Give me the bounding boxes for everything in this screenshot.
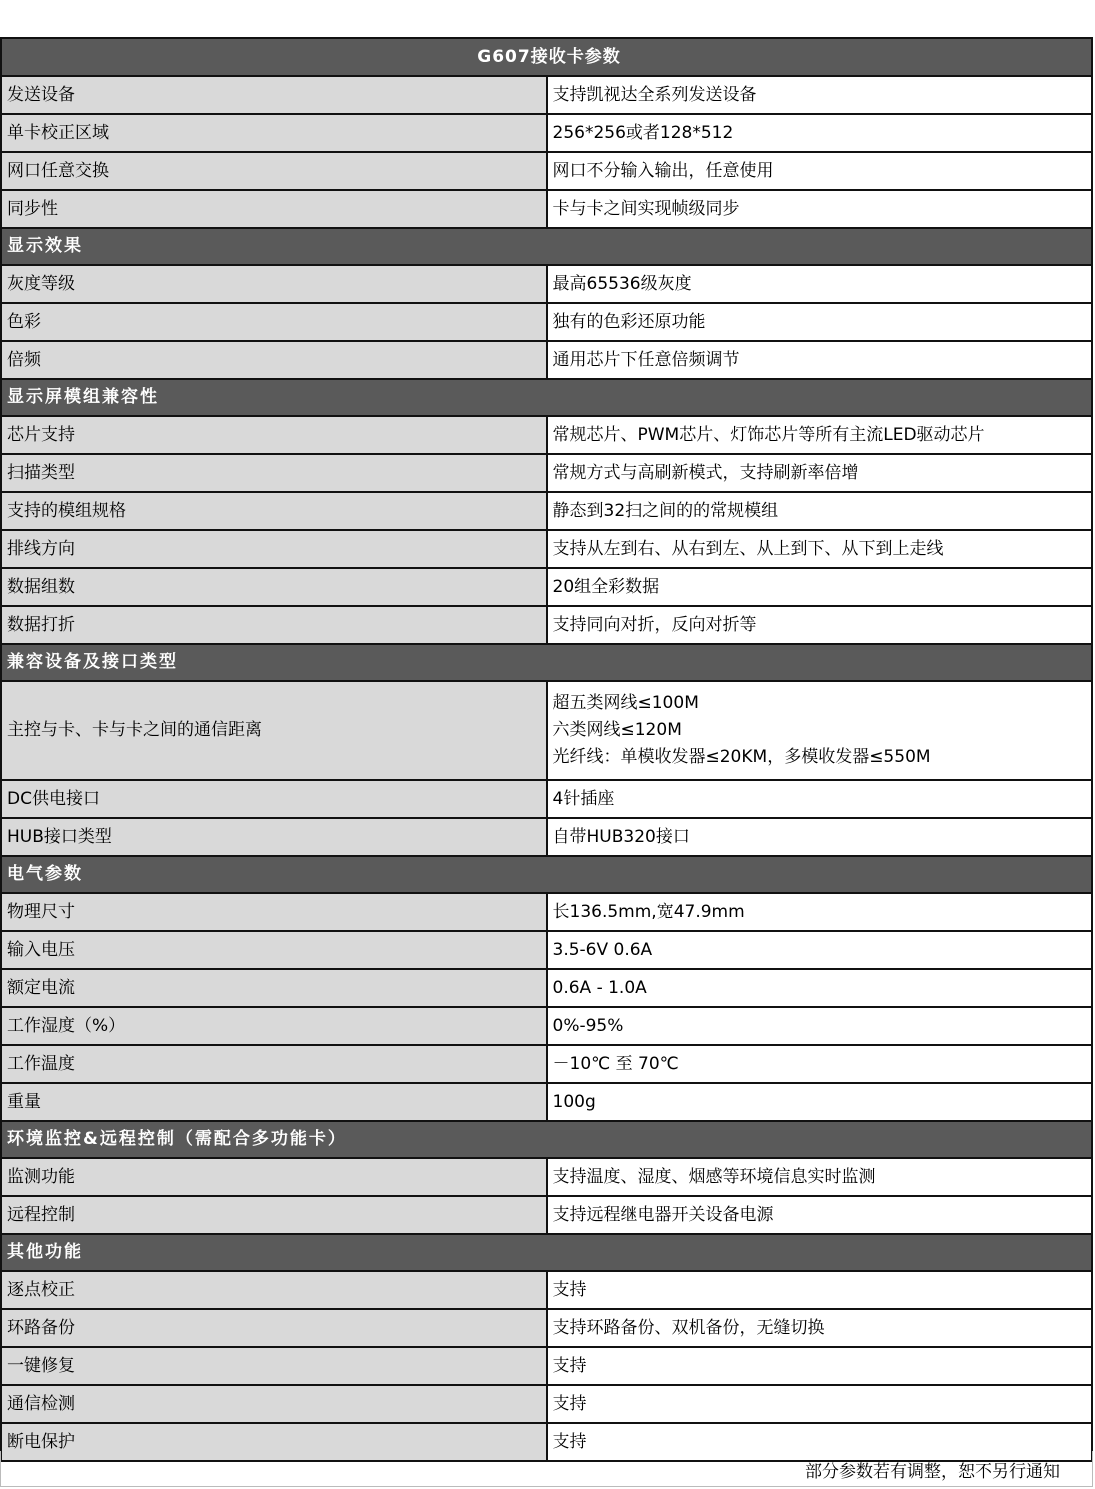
param-label: 色彩 <box>1 303 547 341</box>
table-title: G607接收卡参数 <box>1 38 1092 76</box>
param-value-line: 超五类网线≤100M <box>552 693 699 713</box>
table-row <box>1 1045 1092 1083</box>
table-row <box>1 681 1092 780</box>
param-value-line: 卡与卡之间实现帧级同步 <box>552 198 740 219</box>
param-value <box>547 1007 1093 1045</box>
param-label: 芯片支持 <box>1 416 547 454</box>
table-row <box>1 1309 1092 1347</box>
param-value <box>547 1271 1093 1309</box>
param-value-line: 独有的色彩还原功能 <box>552 311 706 332</box>
param-label: 数据组数 <box>1 568 547 606</box>
section-header: 环境监控&远程控制（需配合多功能卡） <box>1 1121 1092 1158</box>
table-row <box>1 818 1092 856</box>
table-row <box>1 780 1092 818</box>
param-value-line: 通用芯片下任意倍频调节 <box>552 349 740 370</box>
param-value <box>547 931 1093 969</box>
table-row <box>1 1347 1092 1385</box>
param-value-line: 六类网线≤120M <box>552 720 682 740</box>
title-row <box>1 38 1092 76</box>
section-header: 电气参数 <box>1 856 1092 893</box>
param-label: 同步性 <box>1 190 547 228</box>
param-value-line: 256*256或者128*512 <box>552 122 734 143</box>
param-value <box>547 818 1093 856</box>
param-value-line: 静态到32扫之间的的常规模组 <box>552 500 779 521</box>
param-value-line: 3.5-6V 0.6A <box>552 939 653 960</box>
footer-note <box>0 1451 1093 1487</box>
param-value-line: 支持 <box>552 1393 587 1414</box>
param-value <box>547 1196 1093 1234</box>
param-label: 发送设备 <box>1 76 547 114</box>
param-label: 数据打折 <box>1 606 547 644</box>
param-value <box>547 530 1093 568</box>
section-header: 显示屏模组兼容性 <box>1 379 1092 416</box>
param-value <box>547 681 1093 780</box>
param-label: HUB接口类型 <box>1 818 547 856</box>
param-value-line: 最高65536级灰度 <box>552 273 692 294</box>
param-value <box>547 492 1093 530</box>
section-header-row <box>1 644 1092 681</box>
param-label: 支持的模组规格 <box>1 492 547 530</box>
section-header: 兼容设备及接口类型 <box>1 644 1092 681</box>
param-value <box>547 76 1093 114</box>
param-label: 网口任意交换 <box>1 152 547 190</box>
param-value <box>547 454 1093 492</box>
param-value <box>547 1158 1093 1196</box>
param-label: 主控与卡、卡与卡之间的通信距离 <box>1 681 547 780</box>
param-value-line: 长136.5mm,宽47.9mm <box>552 901 745 922</box>
param-label: 单卡校正区域 <box>1 114 547 152</box>
table-row <box>1 265 1092 303</box>
section-header-row <box>1 228 1092 265</box>
table-row <box>1 606 1092 644</box>
param-label: 一键修复 <box>1 1347 547 1385</box>
param-value-line: 支持环路备份、双机备份，无缝切换 <box>552 1317 825 1338</box>
param-value-line: 20组全彩数据 <box>552 576 660 597</box>
param-value-line: 4针插座 <box>552 788 615 809</box>
table-row <box>1 1271 1092 1309</box>
param-label: DC供电接口 <box>1 780 547 818</box>
param-value-line: 支持 <box>552 1355 587 1376</box>
spec-table-body <box>1 38 1092 1461</box>
param-label: 工作湿度（%） <box>1 1007 547 1045</box>
param-label: 排线方向 <box>1 530 547 568</box>
param-value-line: 支持同向对折，反向对折等 <box>552 614 757 635</box>
param-value-line: 支持远程继电器开关设备电源 <box>552 1204 774 1225</box>
param-value <box>547 780 1093 818</box>
param-value <box>547 1347 1093 1385</box>
param-value-line: 0%-95% <box>552 1015 624 1036</box>
table-row <box>1 1007 1092 1045</box>
param-label: 物理尺寸 <box>1 893 547 931</box>
param-value-line: －10℃ 至 70℃ <box>552 1053 679 1074</box>
table-row <box>1 454 1092 492</box>
param-value-line: 光纤线：单模收发器≤20KM，多模收发器≤550M <box>552 747 931 767</box>
param-label: 监测功能 <box>1 1158 547 1196</box>
param-value-line: 支持 <box>552 1279 587 1300</box>
param-value <box>547 416 1093 454</box>
table-row <box>1 1385 1092 1423</box>
spec-table <box>0 37 1093 1462</box>
table-row <box>1 341 1092 379</box>
param-label: 通信检测 <box>1 1385 547 1423</box>
table-row <box>1 303 1092 341</box>
param-value <box>547 190 1093 228</box>
table-row <box>1 530 1092 568</box>
param-value <box>547 1309 1093 1347</box>
param-value-line: 网口不分输入输出，任意使用 <box>552 160 774 181</box>
param-value <box>547 1045 1093 1083</box>
param-label: 倍频 <box>1 341 547 379</box>
param-label: 输入电压 <box>1 931 547 969</box>
param-value <box>547 152 1093 190</box>
table-row <box>1 76 1092 114</box>
param-value <box>547 969 1093 1007</box>
param-label: 重量 <box>1 1083 547 1121</box>
table-row <box>1 931 1092 969</box>
param-value <box>547 341 1093 379</box>
table-row <box>1 492 1092 530</box>
section-header-row <box>1 1121 1092 1158</box>
param-value-line: 支持温度、湿度、烟感等环境信息实时监测 <box>552 1166 876 1187</box>
param-value-line: 常规芯片、PWM芯片、灯饰芯片等所有主流LED驱动芯片 <box>552 424 985 445</box>
table-row <box>1 1158 1092 1196</box>
param-value <box>547 1083 1093 1121</box>
param-value <box>547 606 1093 644</box>
param-value-line: 支持从左到右、从右到左、从上到下、从下到上走线 <box>552 538 944 559</box>
table-row <box>1 416 1092 454</box>
param-label: 环路备份 <box>1 1309 547 1347</box>
section-header: 显示效果 <box>1 228 1092 265</box>
param-value <box>547 568 1093 606</box>
param-label: 扫描类型 <box>1 454 547 492</box>
param-label: 远程控制 <box>1 1196 547 1234</box>
param-value <box>547 303 1093 341</box>
table-row <box>1 114 1092 152</box>
param-value-line: 支持 <box>552 1431 587 1452</box>
table-row <box>1 893 1092 931</box>
param-label: 逐点校正 <box>1 1271 547 1309</box>
param-value-line: 自带HUB320接口 <box>552 826 690 847</box>
table-row <box>1 190 1092 228</box>
table-row <box>1 1083 1092 1121</box>
param-value <box>547 265 1093 303</box>
param-value <box>547 893 1093 931</box>
footer-note-text: 部分参数若有调整，恕不另行通知 <box>805 1462 1060 1482</box>
param-value-line: 100g <box>552 1091 596 1112</box>
section-header: 其他功能 <box>1 1234 1092 1271</box>
table-row <box>1 152 1092 190</box>
section-header-row <box>1 1234 1092 1271</box>
table-row <box>1 1196 1092 1234</box>
param-value <box>547 114 1093 152</box>
table-row <box>1 969 1092 1007</box>
table-row <box>1 568 1092 606</box>
param-label: 灰度等级 <box>1 265 547 303</box>
param-value-line: 支持凯视达全系列发送设备 <box>552 84 757 105</box>
param-label: 额定电流 <box>1 969 547 1007</box>
section-header-row <box>1 856 1092 893</box>
param-value <box>547 1385 1093 1423</box>
param-value-line: 常规方式与高刷新模式，支持刷新率倍增 <box>552 462 859 483</box>
param-value-line: 0.6A - 1.0A <box>552 977 647 998</box>
param-label: 断电保护 <box>1 1423 547 1461</box>
param-label: 工作温度 <box>1 1045 547 1083</box>
section-header-row <box>1 379 1092 416</box>
